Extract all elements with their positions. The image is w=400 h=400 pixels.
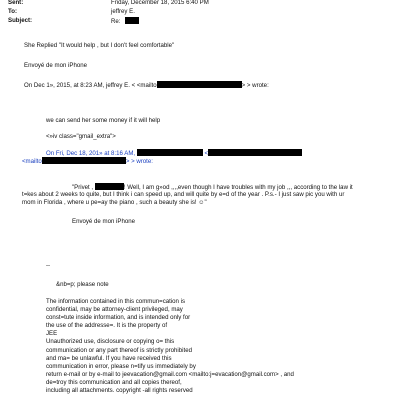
redaction-block bbox=[125, 17, 139, 24]
signature-1: Envoyé de mon iPhone bbox=[24, 62, 88, 69]
mailto-line bbox=[22, 157, 153, 166]
quote-intro bbox=[24, 81, 269, 90]
reply-line: She Replied "It would help , but I don't feel comfortable" bbox=[24, 42, 175, 49]
on-fri-angle: < bbox=[204, 150, 209, 157]
privet-rest: ! Well, I am g»od ,,,,even though I have troubles with my job ,,, according to the law it bbox=[123, 184, 353, 191]
disclaimer-line: communication in error, please n=tify us immediately by bbox=[46, 362, 196, 370]
disclaimer-line: confidential, may be attorney-client privileged, may bbox=[46, 306, 183, 314]
disclaimer-line: The information contained in this commun=cation is bbox=[46, 298, 186, 305]
disclaimer-line: the use of the addresse=. It is the property of bbox=[46, 322, 168, 330]
redaction-block bbox=[157, 81, 242, 88]
please-note: &nb=p; please note bbox=[56, 281, 109, 288]
redaction-block bbox=[137, 149, 203, 156]
subject-label: Subject: bbox=[8, 17, 33, 24]
email-header bbox=[0, 0, 400, 40]
send-money-line: we can send her some money if it will help bbox=[46, 117, 161, 124]
disclaimer-line: return e-mail or by e-mail to jeevacation@gmail.com <mailto:j=evacation@gmail.com> , and bbox=[46, 370, 294, 378]
disclaimer-line: and ma= be unlawful. If you have received this bbox=[46, 354, 172, 362]
to-label: To: bbox=[8, 8, 18, 15]
on-fri-text: On Fri, Dec 18, 201» at 8:16 AM, bbox=[46, 150, 136, 157]
privet-line-3: mom in Florida , where u pe=ay the piano , such a beauty she is! ☺" bbox=[22, 199, 207, 206]
disclaimer-line: Unauthorized use, disclosure or copying o= this bbox=[46, 338, 175, 346]
redaction-block bbox=[95, 183, 124, 190]
privet-line-2: t=kes about 2 weeks to quite, but I think i can speed up, and will quite by e=d of the year . P.s.- I just saw pic you with ur bbox=[22, 191, 345, 198]
sent-value: Friday, December 18, 2015 6:40 PM bbox=[111, 0, 209, 6]
mailto-text: <mailto bbox=[22, 158, 42, 165]
disclaimer bbox=[46, 298, 396, 395]
gmail-extra-line: <»iv class="gmail_extra"> bbox=[46, 133, 116, 140]
quote-intro-text: On Dec 1», 2015, at 8:23 AM, jeffrey E. < <mailto bbox=[24, 82, 157, 89]
subject-text: Re: bbox=[111, 18, 121, 25]
disclaimer-line: const=tute inside information, and is intended only for bbox=[46, 314, 191, 322]
signature-2: Envoyé de mon iPhone bbox=[72, 218, 136, 225]
subject-value bbox=[111, 17, 139, 26]
redaction-block bbox=[208, 149, 302, 156]
disclaimer-line: including all attachments. copyright -all rights reserved bbox=[46, 387, 193, 395]
sent-label: Sent: bbox=[8, 0, 24, 6]
redaction-block bbox=[42, 157, 126, 164]
privet-start: "Privet , bbox=[72, 184, 94, 191]
disclaimer-line: communication or any part thereof is strictly prohibited bbox=[46, 346, 192, 354]
mailto-wrote: > > wrote: bbox=[125, 158, 153, 165]
disclaimer-line: de=troy this communication and all copies thereof, bbox=[46, 378, 182, 386]
quote-intro-wrote: > > wrote: bbox=[241, 82, 269, 89]
disclaimer-line: JEE bbox=[46, 330, 58, 338]
separator-dots: -- bbox=[46, 262, 51, 269]
to-value: jeffrey E. bbox=[111, 8, 135, 15]
